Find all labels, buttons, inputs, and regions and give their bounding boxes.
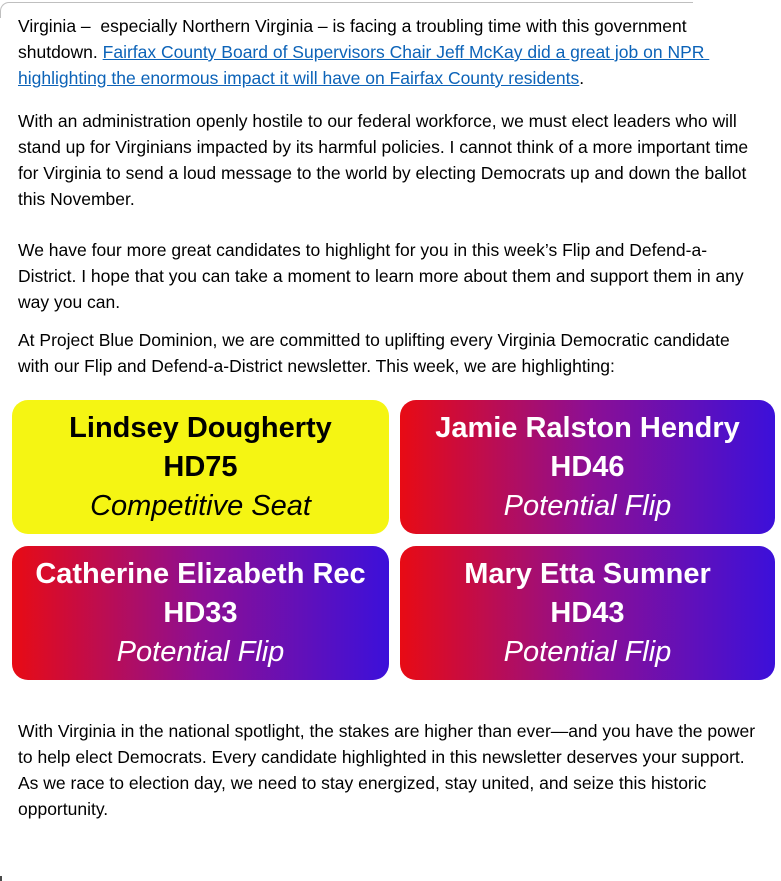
project-blue-dominion-paragraph: At Project Blue Dominion, we are committed to uplifting every Virginia Democratic candidate with our Flip and Defend-a-District newsletter. This week, we are highlighting: bbox=[18, 330, 730, 376]
candidate-card-catherine-elizabeth-rec bbox=[12, 546, 389, 680]
candidates-intro-paragraph: We have four more great candidates to highlight for you in this week’s Flip and Defend-a-District. I hope that you can take a moment to learn more about them and support them in any way you can. bbox=[18, 240, 744, 312]
intro-text-before-link: Virginia – especially Northern Virginia – is facing a troubling time with this government shutdown. bbox=[18, 16, 687, 62]
intro-text-after-link: . bbox=[579, 68, 585, 88]
intro-paragraph bbox=[18, 13, 763, 91]
candidate-status: Potential Flip bbox=[503, 489, 672, 522]
candidate-card-mary-etta-sumner bbox=[400, 546, 775, 680]
candidate-district: HD46 bbox=[550, 450, 625, 483]
candidate-status: Potential Flip bbox=[116, 635, 285, 668]
candidate-name: Jamie Ralston Hendry bbox=[435, 411, 740, 444]
candidate-status: Potential Flip bbox=[503, 635, 672, 668]
candidate-district: HD75 bbox=[163, 450, 238, 483]
candidate-name: Mary Etta Sumner bbox=[464, 557, 711, 590]
closing-paragraph: With Virginia in the national spotlight, the stakes are higher than ever—and you have the power to help elect Democrats. Every candidate highlighted in this newsletter deserves your support. As we race to election day, we need to stay energized, stay united, and seize this historic opportunity. bbox=[18, 721, 756, 819]
candidate-name: Catherine Elizabeth Rec bbox=[35, 557, 366, 590]
workforce-paragraph: With an administration openly hostile to our federal workforce, we must elect leaders who will stand up for Virginians impacted by its harmful policies. I cannot think of a more important time for Virginia to send a loud message to the world by electing Democrats up and down the ballot this November. bbox=[18, 111, 749, 209]
npr-article-link[interactable]: Fairfax County Board of Supervisors Chair Jeff McKay did a great job on NPR highlighting the enormous impact it will have on Fairfax County residents bbox=[18, 42, 710, 88]
candidate-name: Lindsey Dougherty bbox=[69, 411, 332, 444]
candidate-status: Competitive Seat bbox=[90, 489, 311, 522]
candidate-cards-grid bbox=[12, 400, 775, 680]
candidate-card-jamie-ralston-hendry bbox=[400, 400, 775, 534]
bottom-border-mark bbox=[0, 876, 2, 881]
candidate-card-lindsey-dougherty bbox=[12, 400, 389, 534]
candidate-district: HD33 bbox=[163, 596, 238, 629]
candidate-district: HD43 bbox=[550, 596, 625, 629]
